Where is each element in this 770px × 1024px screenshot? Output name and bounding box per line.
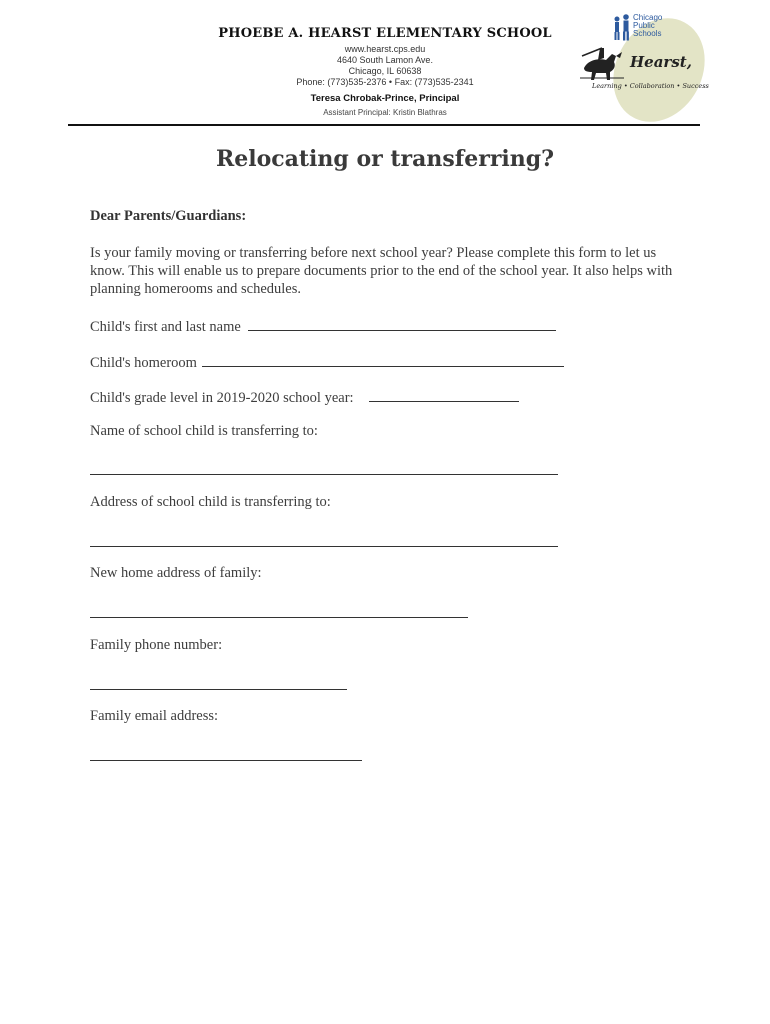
home-address-input-line[interactable] (90, 617, 468, 618)
principal-name: Teresa Chrobak-Prince, Principal (310, 93, 460, 104)
header-divider (68, 124, 700, 126)
grade-level-input-line[interactable] (369, 387, 519, 402)
assistant-principal: Assistant Principal: Kristin Blathras (323, 108, 447, 117)
new-school-name-label: Name of school child is transferring to: (90, 423, 318, 439)
new-school-name-input-line[interactable] (90, 474, 558, 475)
school-website: www.hearst.cps.edu (344, 44, 426, 54)
logo-tagline: Learning • Collaboration • Success (592, 82, 709, 90)
address-line-1: 4640 South Lamon Ave. (337, 55, 433, 65)
email-input-line[interactable] (90, 760, 362, 761)
logo-district-name: Chicago Public Schools (633, 13, 663, 38)
school-name: PHOEBE A. HEARST ELEMENTARY SCHOOL (218, 26, 552, 41)
child-name-input-line[interactable] (248, 316, 556, 331)
knight-on-horse-icon (578, 46, 628, 82)
phone-fax: Phone: (773)535-2376 • Fax: (773)535-2341 (296, 77, 474, 87)
child-name-row (90, 316, 556, 336)
cps-figures-icon (612, 14, 634, 42)
logo-school-name: Hearst, (630, 53, 692, 71)
address-line-2: Chicago, IL 60638 (348, 66, 422, 76)
home-address-label: New home address of family: (90, 565, 262, 581)
phone-input-line[interactable] (90, 689, 347, 690)
grade-level-label: Child's grade level in 2019-2020 school year: (90, 390, 354, 406)
school-logo (578, 10, 713, 120)
new-school-address-input-line[interactable] (90, 546, 558, 547)
new-school-address-label: Address of school child is transferring to: (90, 494, 331, 510)
homeroom-input-line[interactable] (202, 352, 564, 367)
child-name-label: Child's first and last name (90, 319, 241, 335)
grade-level-row (90, 387, 519, 407)
homeroom-label: Child's homeroom (90, 355, 197, 371)
form-title: Relocating or transferring? (215, 146, 555, 172)
intro-paragraph: Is your family moving or transferring before next school year? Please complete this form to let us know. This will enable us to prepare documents prior to the end of the school year. It also helps with planning homerooms and schedules. (90, 245, 673, 297)
homeroom-row (90, 352, 564, 372)
salutation: Dear Parents/Guardians: (90, 208, 247, 224)
phone-label: Family phone number: (90, 637, 223, 653)
email-label: Family email address: (90, 708, 219, 724)
